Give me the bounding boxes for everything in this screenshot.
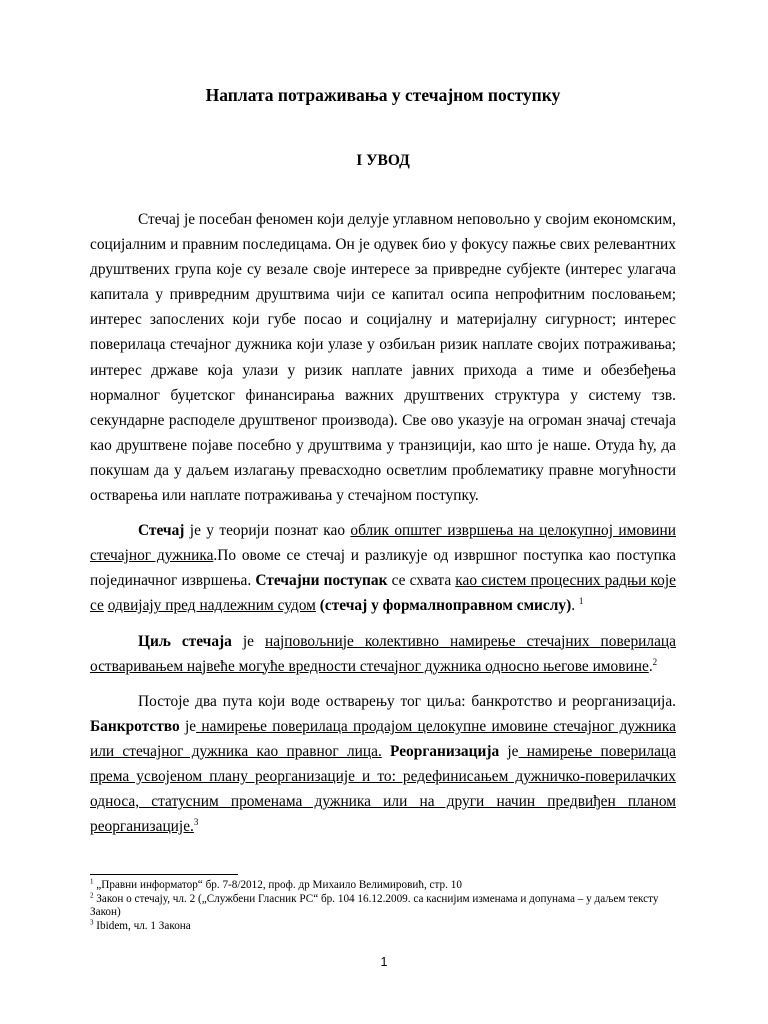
footnote-number: 1 xyxy=(90,877,94,886)
paragraph-goal xyxy=(90,629,676,679)
term-bankruptcy-liquidation: Банкротство xyxy=(90,717,180,735)
underlined-liquidation-definition: намирење поверилаца продајом целокупне имовине стечајног дужника или стечајног дужника као правног лица. xyxy=(90,717,676,760)
paragraph-introduction: Стечај је посебан феномен који делује углавном неповољно у својим економским, социјалним и правним последицама. Он је одувек био у фокусу пажње свих релевантних друштвених група које су везале своје интересе за привредне субјекте (интерес улагача капитала у привредним друштвима чији се капитал осипа непрофитним пословањем; интерес запослених који губе посао и социјалну и материјалну сигурност; интерес поверилаца стечајног дужника који улазе у озбиљан ризик наплате својих потраживања; интерес државе која улази у ризик наплате јавних прихода а тиме и обезбеђења нормалног буџетског финансирања важних друштвених структура у систему тзв. секундарне расподеле друштвеног производа). Све ово указује на огроман значај стечаја као друштвене појаве посебно у друштвима у транзицији, као што је наше. Отуда ћу, да покушам да у даљем излагању превасходно осветлим проблематику правне могућности остварења или наплате потраживања у стечајном поступку. xyxy=(90,211,676,505)
text-segment: . xyxy=(571,597,579,615)
underlined-reorganization-definition: намирење поверилаца према усвојеном плану реорганизације и то: редефинисањем дужничко-поверилачких односа, статусним променама дужника или на други начин предвиђен планом реорганизације. xyxy=(90,742,676,836)
section-heading: I УВОД xyxy=(356,152,410,169)
document-body xyxy=(90,84,676,839)
footnote-number: 2 xyxy=(90,890,94,899)
footnotes-section xyxy=(90,874,676,933)
footnote-3 xyxy=(90,917,676,934)
text-segment: се схвата xyxy=(387,572,456,590)
underlined-goal-definition: најповољније колективно намирење стечајних поверилаца остваривањем највеће могуће вредности стечајног дужника односно његове имовине xyxy=(90,632,676,675)
underlined-procedure-definition: као систем процесних радњи које се xyxy=(90,572,676,615)
underlined-definition: облик општег извршења на целокупној имовини стечајног дужника xyxy=(90,522,676,565)
footnote-1 xyxy=(90,879,676,893)
footnote-ref-3[interactable]: 3 xyxy=(193,817,199,828)
footnote-text: Ibidem, чл. 1 Закона xyxy=(93,919,191,932)
text-segment: .По овоме се стечај и разликује од извршног поступка као поступка појединачног извршења. xyxy=(90,547,676,590)
term-reorganization: Реорганизација xyxy=(390,742,500,760)
term-goal: Циљ стечаја xyxy=(138,632,232,650)
footnote-2 xyxy=(90,890,676,920)
text-segment: је xyxy=(231,632,265,650)
footnote-text: Закон о стечају, чл. 2 („Службени Гласник РС“ бр. 104 16.12.2009. са каснијим изменама и допунама – у даљем тексту Закон) xyxy=(90,892,659,918)
text-segment: је у теорији познат као xyxy=(184,522,351,540)
underlined-court: одвијају пред надлежним судом xyxy=(107,597,316,615)
page-number: 1 xyxy=(380,955,388,969)
footnote-ref-2[interactable]: 2 xyxy=(652,656,658,667)
term-bankruptcy: Стечај xyxy=(138,522,185,540)
term-formal-sense: (стечај у формалноправном смислу) xyxy=(319,597,572,615)
text-segment: је xyxy=(179,717,197,735)
text-segment: Постоје два пута који воде остварењу тог циља: банкротство и реорганизација. xyxy=(138,692,676,710)
text-segment xyxy=(382,743,390,760)
footnote-text: „Правни информатор“ бр. 7-8/2012, проф. др Михаило Велимировић, стр. 10 xyxy=(93,879,462,891)
footnote-separator xyxy=(90,874,238,875)
document-title: Наплата потраживања у стечајном поступку xyxy=(205,85,561,105)
text-segment: . xyxy=(648,657,653,675)
text-segment: је xyxy=(499,742,519,760)
footnote-number: 3 xyxy=(90,917,94,926)
paragraph-definition xyxy=(90,518,676,618)
footnote-ref-1[interactable]: 1 xyxy=(578,596,584,607)
term-bankruptcy-procedure: Стечајни поступак xyxy=(255,572,388,590)
paragraph-paths xyxy=(90,689,676,840)
